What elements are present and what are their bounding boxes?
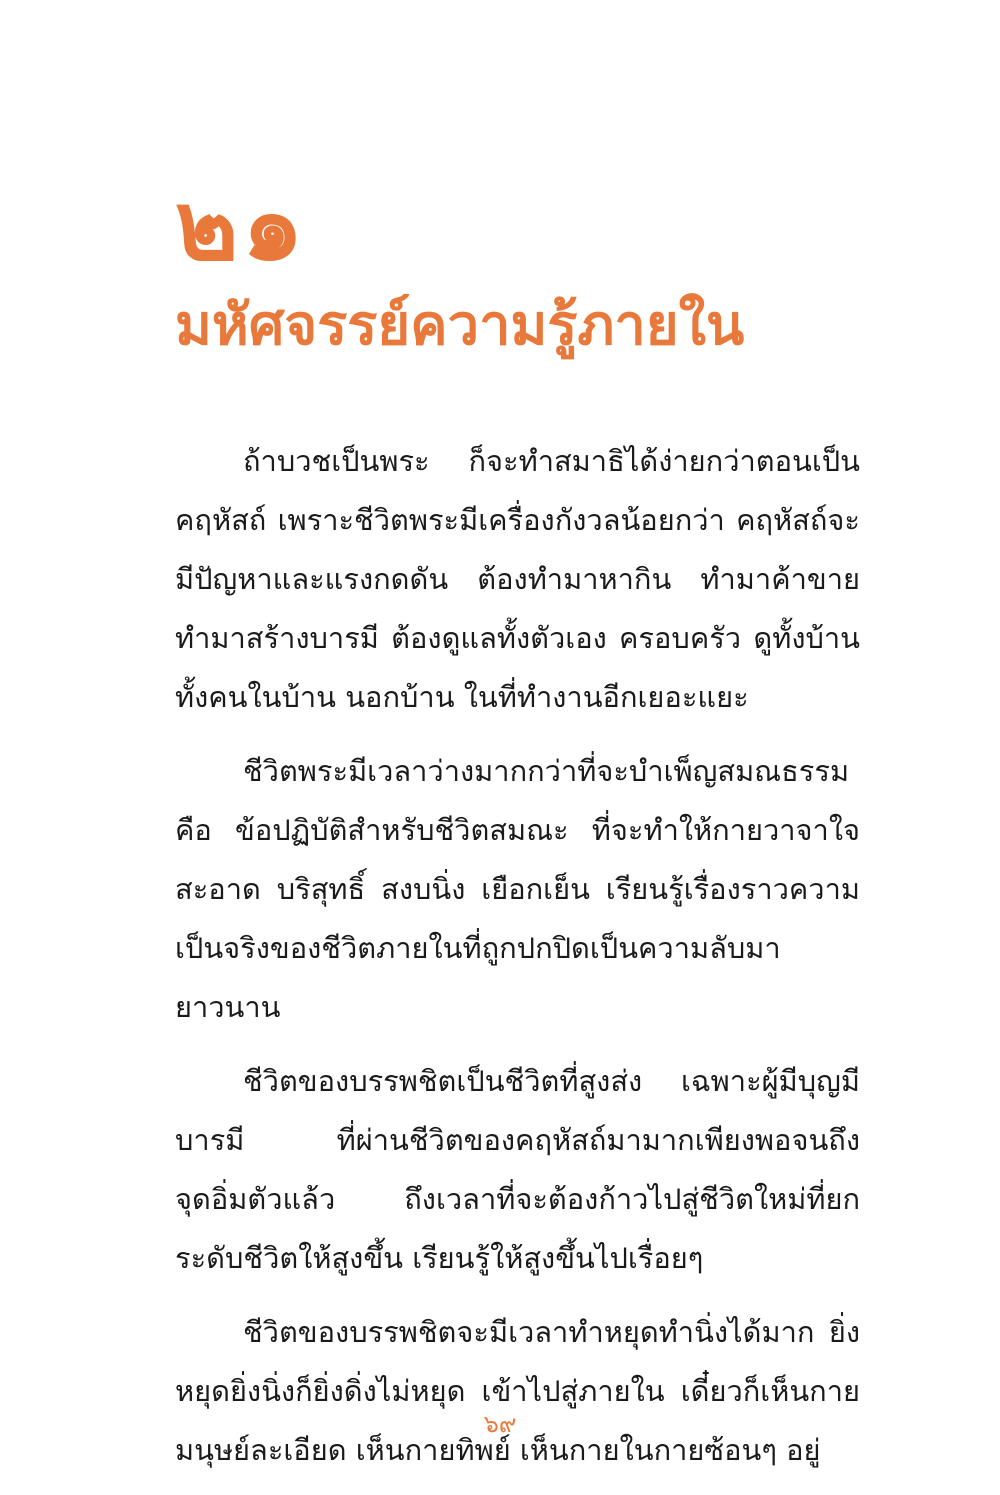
paragraph-1: ถ้าบวชเป็นพระ ก็จะทำสมาธิได้ง่ายกว่าตอนเป็นคฤหัสถ์ เพราะชีวิตพระมีเครื่องกังวลน้อยกว่า คฤหัสถ์จะมีปัญหาและแรงกดดัน ต้องทำมาหากิน ทำมาค้าขาย ทำมาสร้างบารมี ต้องดูแลทั้งตัวเอง ครอบครัว ดูทั้งบ้าน ทั้งคนในบ้าน นอกบ้าน ในที่ทำงานอีกเยอะแยะ — [175, 444, 860, 714]
chapter-number: ๒๑ — [175, 169, 308, 282]
paragraph-2: ชีวิตพระมีเวลาว่างมากกว่าที่จะบำเพ็ญสมณธรรม คือ ข้อปฏิบัติสำหรับชีวิตสมณะ ที่จะทำให้กายวาจาใจสะอาด บริสุทธิ์ สงบนิ่ง เยือกเย็น เรียนรู้เรื่องราวความเป็นจริงของชีวิตภายในที่ถูกปกปิดเป็นความลับมายาวนาน — [175, 754, 860, 1024]
paragraph-3: ชีวิตของบรรพชิตเป็นชีวิตที่สูงส่ง เฉพาะผู้มีบุญมีบารมี ที่ผ่านชีวิตของคฤหัสถ์มามากเพียงพอจนถึงจุดอิ่มตัวแล้ว ถึงเวลาที่จะต้องก้าวไปสู่ชีวิตใหม่ที่ยกระดับชีวิตให้สูงขึ้น เรียนรู้ให้สูงขึ้นไปเรื่อยๆ — [175, 1064, 860, 1275]
chapter-title: มหัศจรรย์ความรู้ภายใน — [175, 292, 745, 358]
paragraph-4: ชีวิตของบรรพชิตจะมีเวลาทำหยุดทำนิ่งได้มาก ยิ่งหยุดยิ่งนิ่งก็ยิ่งดิ่งไม่หยุด เข้าไปสู่ภายใน เดี๋ยวก็เห็นกายมนุษย์ละเอียด เห็นกายทิพย์ เห็นกายในกายซ้อนๆ อยู่ — [175, 1315, 860, 1467]
page-number: ๖๙ — [483, 1410, 517, 1438]
body-text — [175, 432, 860, 1495]
